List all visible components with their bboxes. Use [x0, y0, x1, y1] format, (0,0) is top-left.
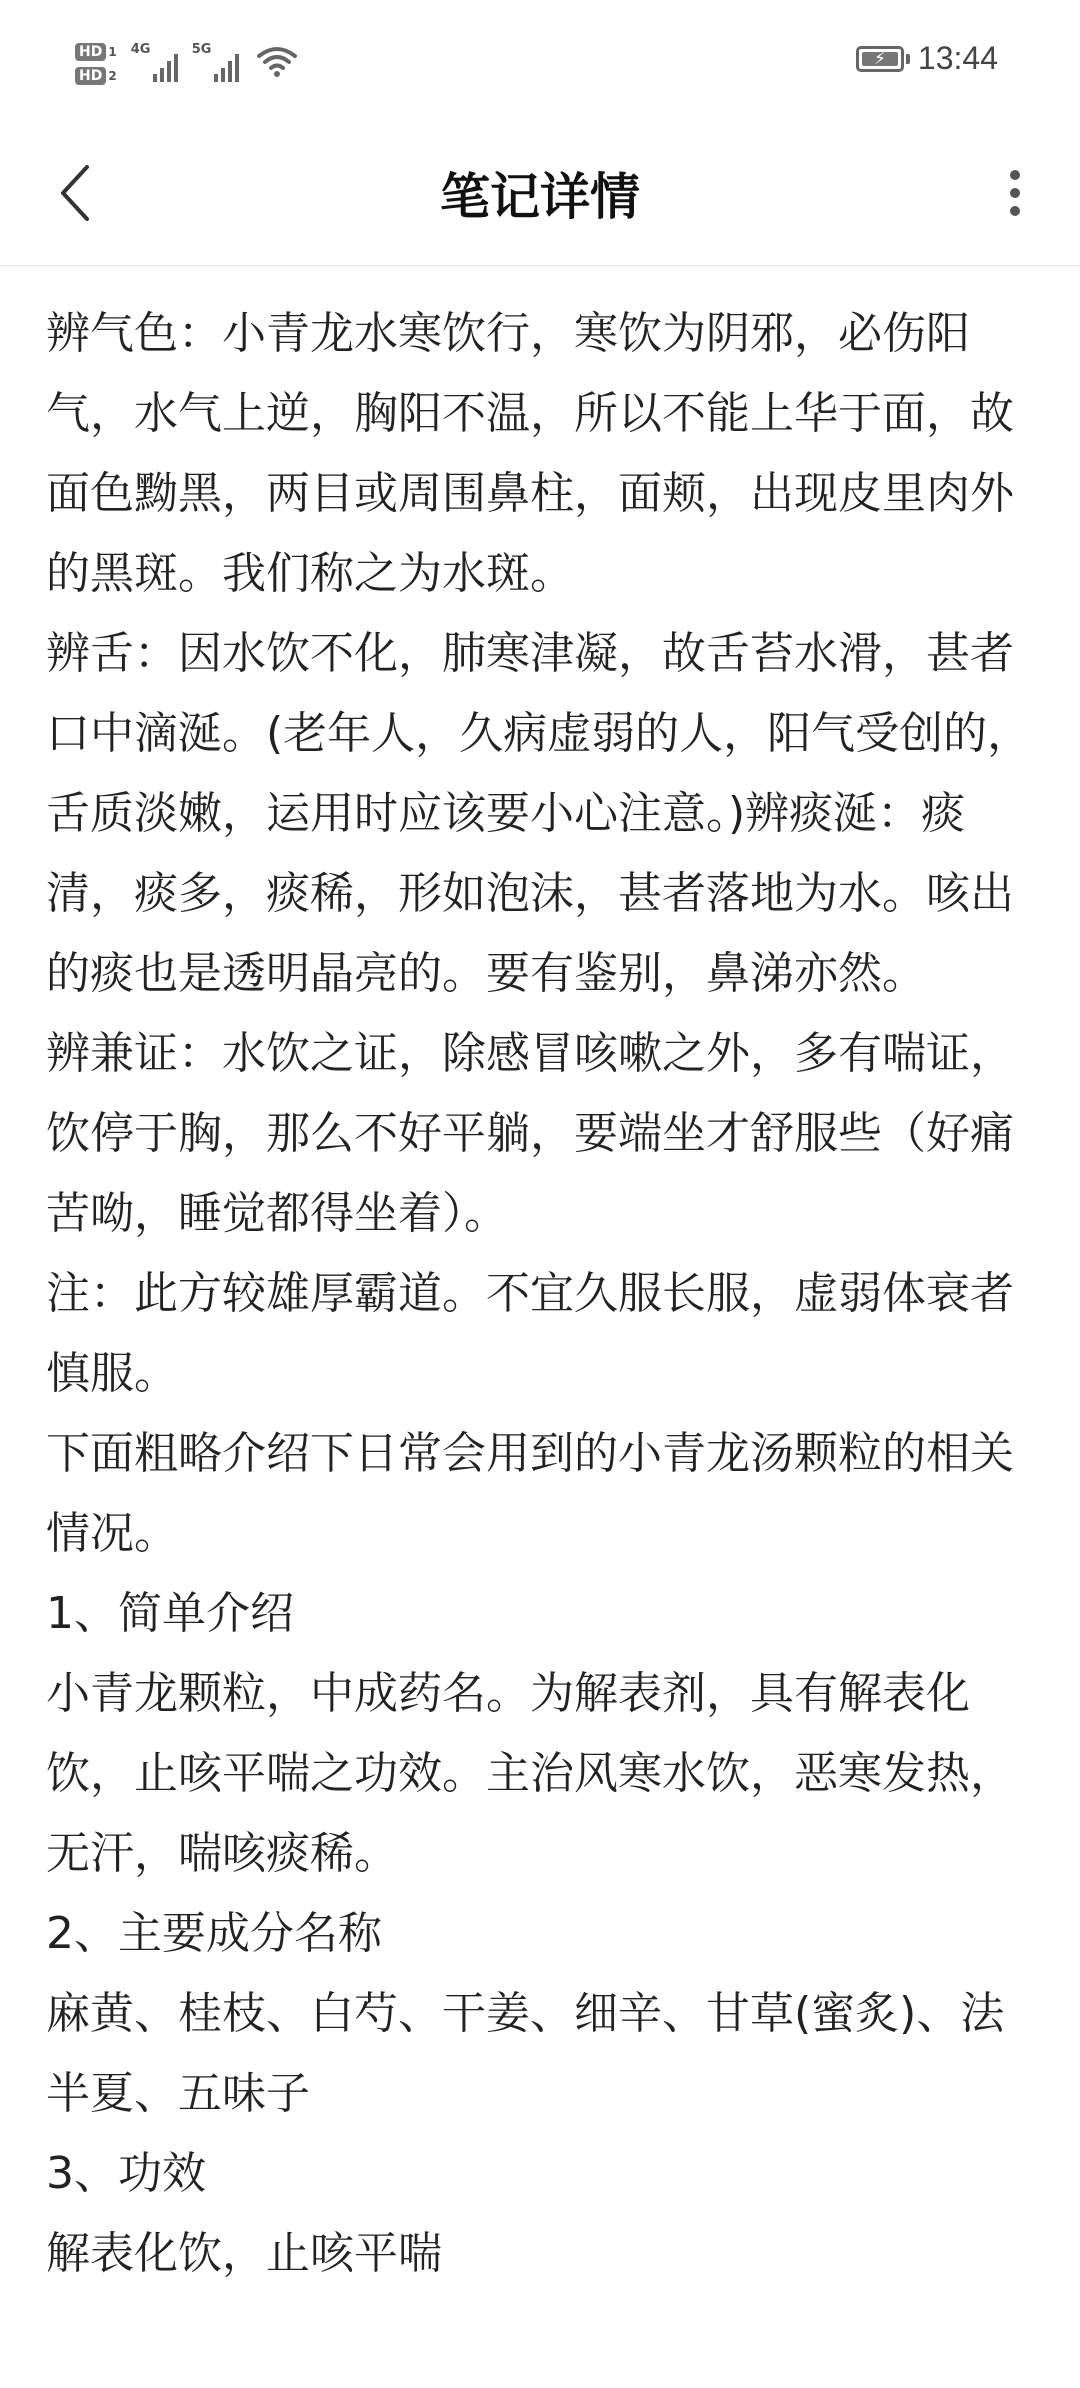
signal-5g-icon: [191, 42, 239, 82]
note-content: [46, 294, 1046, 2388]
signal-4g-label: 4G: [130, 42, 151, 57]
note-paragraph: 2、主要成分名称: [46, 1908, 382, 1959]
signal-5g-bars: [214, 50, 239, 82]
signal-4g-icon: [130, 42, 178, 82]
note-paragraph: 辨兼证：水饮之证，除感冒咳嗽之外，多有喘证，饮停于胸，那么不好平躺，要端坐才舒服些（好痛苦呦，睡觉都得坐着）。: [46, 1028, 1014, 1239]
signal-5g-label: 5G: [191, 42, 212, 57]
more-options-button[interactable]: [980, 160, 1050, 230]
page-title: 笔记详情: [440, 168, 640, 226]
status-left-group: [75, 34, 297, 94]
note-paragraph: 注：此方较雄厚霸道。不宜久服长服，虚弱体衰者慎服。: [46, 1268, 1014, 1399]
signal-4g-bars: [153, 50, 178, 82]
status-time: 13:44: [917, 40, 998, 76]
hd2-indicator: [75, 67, 117, 85]
hd-indicators: [75, 43, 117, 85]
note-paragraph: 1、简单介绍: [46, 1588, 294, 1639]
chevron-left-icon: [55, 163, 95, 227]
note-paragraph: 辨舌：因水饮不化，肺寒津凝，故舌苔水滑，甚者口中滴涎。(老年人，久病虚弱的人，阳气受创的，舌质淡嫩，运用时应该要小心注意。)辨痰涎：痰清，痰多，痰稀，形如泡沫，甚者落地为水。咳出的痰也是透明晶亮的。要有鉴别，鼻涕亦然。: [46, 628, 1032, 999]
note-paragraph: 辨气色：小青龙水寒饮行，寒饮为阴邪，必伤阳气，水气上逆，胸阳不温，所以不能上华于面，故面色黝黑，两目或周围鼻柱，面颊，出现皮里肉外的黑斑。我们称之为水斑。: [46, 308, 1014, 599]
note-paragraph: 小青龙颗粒，中成药名。为解表剂，具有解表化饮，止咳平喘之功效。主治风寒水饮，恶寒发热，无汗，喘咳痰稀。: [46, 1668, 1014, 1879]
back-button[interactable]: [40, 160, 110, 230]
note-paragraph: 解表化饮，止咳平喘: [46, 2228, 442, 2279]
hd-badge-2: HD: [75, 67, 106, 85]
hd1-indicator: [75, 43, 117, 61]
wifi-icon: [257, 46, 297, 82]
app-bar: [0, 130, 1080, 266]
hd-sub-1: 1: [108, 45, 117, 59]
more-vertical-icon: [1008, 168, 1022, 222]
hd-sub-2: 2: [108, 69, 117, 83]
note-paragraph: 麻黄、桂枝、白芍、干姜、细辛、甘草(蜜炙)、法半夏、五味子: [46, 1988, 1005, 2119]
status-bar: [0, 0, 1080, 130]
hd-badge-1: HD: [75, 43, 106, 61]
note-paragraph: 3、功效: [46, 2148, 206, 2199]
charging-bolt-icon: ⚡: [873, 48, 886, 69]
battery-charging-icon: [856, 46, 904, 72]
status-right-group: [856, 40, 998, 77]
note-paragraph: 下面粗略介绍下日常会用到的小青龙汤颗粒的相关情况。: [46, 1428, 1014, 1559]
